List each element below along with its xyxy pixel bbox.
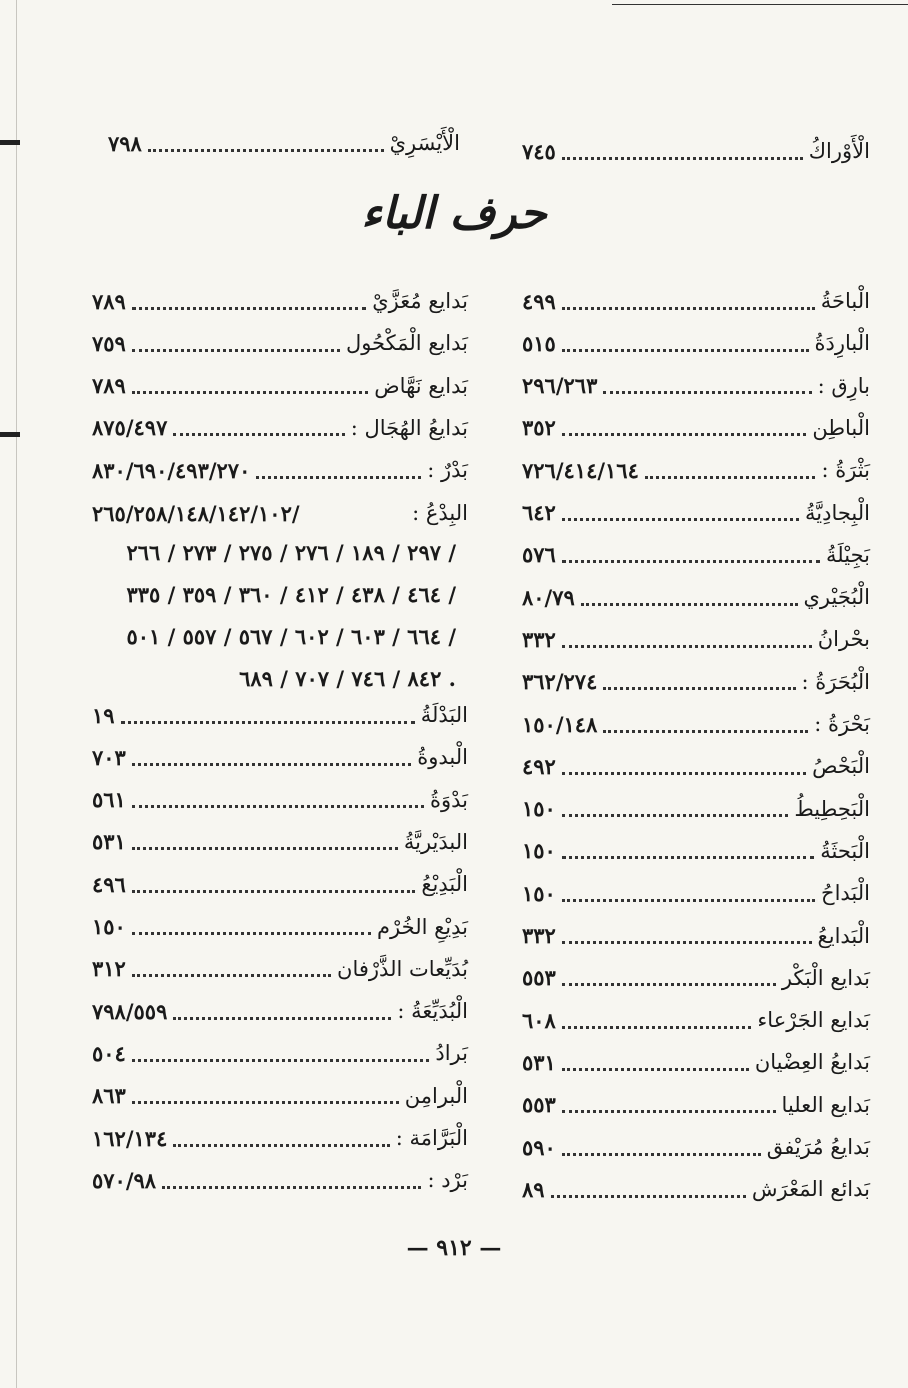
index-entry <box>522 536 870 574</box>
leader-dots <box>132 910 371 935</box>
leader-dots <box>562 1131 761 1156</box>
index-entry <box>92 1161 468 1199</box>
index-entry <box>522 1128 870 1166</box>
entry-pages: ٦٤٢ <box>522 500 556 525</box>
leader-dots <box>562 961 776 986</box>
entry-term: بَرادُ <box>435 1041 468 1066</box>
entry-pages: ١٥٠ <box>522 796 556 822</box>
entry-pages: ٧٨٩ <box>92 373 126 399</box>
leader-dots <box>562 285 815 310</box>
index-entry <box>92 1119 468 1157</box>
entry-pages: ١٥٠ <box>522 880 556 906</box>
index-entry <box>522 705 870 743</box>
leader-dots <box>132 285 366 310</box>
index-entry <box>522 367 870 405</box>
entry-pages: ٧٤٥ <box>522 138 556 164</box>
index-entry <box>92 950 468 988</box>
entry-pages: ٣١٢ <box>92 956 126 982</box>
entry-pages: ٤٩٦ <box>92 871 126 897</box>
entry-pages: ١٥٠/١٤٨ <box>522 711 598 737</box>
entry-pages: ٦٠٨ <box>522 1007 556 1033</box>
index-entry <box>522 578 870 616</box>
leader-dots <box>121 699 415 724</box>
entry-term: الْبدوةُ <box>417 745 468 770</box>
entry-term: الْبَحِطِيطُ <box>794 796 870 821</box>
entry-pages: ١٥٠ <box>522 838 556 864</box>
entry-pages: ٧٨٩ <box>92 288 126 314</box>
pages-continuation: / ٤٦٤ / ٤٣٨ / ٤١٢ / ٣٦٠ / ٣٥٩ / ٣٣٥ <box>126 582 456 607</box>
index-entry <box>522 1170 870 1208</box>
entry-pages: ١٦٢/١٣٤ <box>92 1125 168 1151</box>
leader-dots <box>562 1004 752 1029</box>
index-entry <box>522 620 870 658</box>
index-entry <box>92 696 468 734</box>
entry-term: بَثْرَةُ : <box>821 458 870 483</box>
entry-term: بَدْوَةُ <box>429 787 468 812</box>
pages-continuation: / ٢٩٧ / ١٨٩ / ٢٧٦ / ٢٧٥ / ٢٧٣ / ٢٦٦ <box>126 540 456 565</box>
entry-term: بَدايع مُعَزَّيْ <box>372 289 468 313</box>
leader-dots <box>562 919 812 944</box>
index-entry <box>522 917 870 955</box>
entry-term: الْبَدايعُ <box>817 923 870 948</box>
index-entry <box>522 409 870 447</box>
leader-dots <box>603 665 795 690</box>
leader-dots <box>148 127 384 152</box>
leader-dots <box>132 952 331 977</box>
entry-term: بَدْرٌ : <box>427 458 468 483</box>
entry-pages: ٨٠/٧٩ <box>522 584 575 610</box>
leader-dots <box>645 454 816 479</box>
entry-term: بَدايع الجَرْعاء <box>757 1008 870 1033</box>
index-entry <box>92 908 468 946</box>
index-entry <box>92 367 468 405</box>
entry-term: البَدْلَةُ <box>420 703 468 727</box>
entry-term: الْبَداحُ <box>821 881 870 906</box>
entry-pages: ٨٧٥/٤٩٧ <box>92 415 168 441</box>
index-entry <box>92 494 468 532</box>
pages-continuation: . ٨٤٢ / ٧٤٦ / ٧٠٧ / ٦٨٩ <box>239 666 456 691</box>
index-entry <box>92 738 468 776</box>
entry-pages: ٥١٥ <box>522 330 556 356</box>
entry-term: الْبُدَيِّعَةُ : <box>397 999 468 1024</box>
leader-dots <box>603 708 808 733</box>
entry-term: بُدَيِّعات الذَّرْفان <box>337 956 468 981</box>
page-number: — ٩١٢ — <box>406 1235 502 1261</box>
entry-pages: ٥٥٣ <box>522 1092 556 1118</box>
leader-dots <box>562 750 806 775</box>
index-entry <box>522 451 870 489</box>
leader-dots <box>173 1122 389 1147</box>
entry-pages: ٣٣٢ <box>522 626 556 652</box>
margin-mark <box>0 140 20 145</box>
entry-term: بَدايع الْمَكْحُول <box>345 331 468 356</box>
entry-term: بَدايع الْبَكْر <box>781 965 870 990</box>
index-entry <box>522 1001 870 1039</box>
entry-term: الْبُجَيْري <box>803 585 870 610</box>
entry-term: بَدايع نَهَّاض <box>374 373 468 398</box>
leader-dots <box>562 411 806 436</box>
index-entry <box>522 1086 870 1124</box>
entry-pages: ٥٧٠/٩٨ <box>92 1167 157 1193</box>
margin-mark <box>0 432 20 437</box>
entry-term: بَجِيْلَةُ <box>826 542 870 567</box>
index-entry <box>522 874 870 912</box>
leader-dots <box>256 454 421 479</box>
entry-pages: ٣٦٢/٢٧٤ <box>522 669 598 695</box>
entry-term: بَدايعُ مُرَيْفق <box>766 1135 870 1159</box>
entry-pages: ٧٩٨/٥٥٩ <box>92 998 168 1024</box>
leader-dots <box>562 496 799 521</box>
entry-term: بَدايع العليا <box>781 1092 870 1117</box>
index-entry <box>92 992 468 1030</box>
entry-pages: ٣٣٢ <box>522 923 556 948</box>
leader-dots <box>132 783 424 808</box>
entry-pages: ٧٥٩ <box>92 330 126 356</box>
pages-continuation: / ٦٦٤ / ٦٠٣ / ٦٠٢ / ٥٦٧ / ٥٥٧ / ٥٠١ <box>126 624 456 649</box>
leader-dots <box>562 1046 749 1071</box>
index-entry <box>92 1077 468 1115</box>
leader-dots <box>562 792 789 817</box>
entry-pages: ٤٩٢ <box>522 753 556 779</box>
entry-pages: ٥٥٣ <box>522 965 556 991</box>
entry-pages: /٢٦٥/٢٥٨/١٤٨/١٤٢/١٠٢ <box>92 500 300 526</box>
index-entry <box>522 747 870 785</box>
index-entry <box>522 959 870 997</box>
entry-pages: ٧٠٣ <box>92 744 126 770</box>
leader-dots <box>562 1088 776 1113</box>
entry-term: الْبَحْصُ <box>812 754 870 779</box>
entry-pages: ١٥٠ <box>92 914 126 939</box>
index-entry <box>522 832 870 870</box>
entry-term: الْبَرَّامَة : <box>395 1126 468 1150</box>
entry-term: الْبُحَرَةُ : <box>801 669 870 694</box>
leader-dots <box>562 877 815 902</box>
entry-pages: ٥٣١ <box>92 829 126 855</box>
index-entry <box>92 823 468 861</box>
entry-term: الْأَيْسَرِيْ <box>389 131 460 155</box>
entry-term: بحْرانُ <box>817 627 870 652</box>
entry-term: البِدْعُ : <box>412 501 468 525</box>
leader-dots <box>162 1164 421 1189</box>
leader-dots <box>173 411 344 436</box>
leader-dots <box>562 538 820 563</box>
index-entry <box>92 282 468 320</box>
index-entry <box>522 790 870 828</box>
entry-pages: ٥٦١ <box>92 787 126 813</box>
entry-pages: ١٩ <box>92 702 115 728</box>
index-entry <box>522 663 870 701</box>
entry-pages: ٣٥٢ <box>522 415 556 441</box>
leader-dots <box>132 1079 399 1104</box>
section-title: حرف الباء <box>361 188 547 239</box>
entry-term: الْباطِن <box>812 415 870 440</box>
entry-term: البدَيْريَّةُ <box>403 829 468 854</box>
leader-dots <box>173 995 391 1020</box>
index-entry <box>522 1043 870 1081</box>
entry-term: بَحْرَةُ : <box>814 712 870 736</box>
leader-dots <box>132 1037 430 1062</box>
leader-dots <box>603 369 811 394</box>
entry-term: بَدايعُ الهُجَال : <box>350 415 468 440</box>
leader-dots <box>132 868 416 893</box>
entry-pages: ٧٢٦/٤١٤/١٦٤ <box>522 457 639 483</box>
entry-pages: ٥٧٦ <box>522 542 556 568</box>
leader-dots <box>132 369 368 394</box>
entry-term: الْأَوْراكُ <box>808 139 870 163</box>
entry-pages: ٢٩٦/٢٦٣ <box>522 373 598 399</box>
leader-dots <box>562 135 803 160</box>
entry-term: الْبِجادِيَّةُ <box>805 500 870 525</box>
entry-pages: ٨٣٠/٦٩٠/٤٩٣/٢٧٠ <box>92 457 251 483</box>
index-entry <box>92 1034 468 1072</box>
index-entry <box>522 324 870 362</box>
index-entry <box>92 781 468 819</box>
entry-term: بارِق : <box>817 373 870 398</box>
entry-pages: ٥٠٤ <box>92 1040 126 1066</box>
leader-dots <box>562 327 809 352</box>
leader-dots <box>581 581 798 606</box>
index-entry <box>92 409 468 447</box>
entry-term: الْبَدِيْعُ <box>421 872 468 897</box>
index-entry <box>92 865 468 903</box>
entry-term: الْبَحثَةُ <box>820 838 870 863</box>
leader-dots <box>562 834 814 859</box>
entry-term: الْبارِدَةُ <box>814 331 870 356</box>
index-entry <box>92 451 468 489</box>
entry-pages: ٧٩٨ <box>108 130 142 156</box>
entry-pages: ٥٩٠ <box>522 1134 556 1160</box>
entry-term: الْبرامِن <box>404 1083 468 1108</box>
entry-pages: ٤٩٩ <box>522 288 556 314</box>
index-entry <box>522 494 870 532</box>
index-entry <box>92 324 468 362</box>
entry-term: بَدائع المَعْرَش <box>751 1177 870 1202</box>
leader-dots <box>562 623 812 648</box>
entry-term: بَدايعُ العِضْيان <box>754 1050 870 1075</box>
entry-term: بَدِيْعِ الخُرْم <box>377 914 468 939</box>
entry-pages: ٨٦٣ <box>92 1083 126 1109</box>
entry-term: الْباحَةُ <box>820 289 870 313</box>
header-entry <box>108 124 460 162</box>
leader-dots <box>132 741 411 766</box>
entry-pages: ٥٣١ <box>522 1049 556 1075</box>
leader-dots <box>132 825 398 850</box>
leader-dots <box>132 327 340 352</box>
entry-pages: ٨٩ <box>522 1176 545 1202</box>
entry-term: بَرْد : <box>427 1168 468 1193</box>
index-entry <box>522 282 870 320</box>
top-rule <box>612 4 908 5</box>
header-entry <box>522 132 870 170</box>
leader-dots <box>551 1173 746 1198</box>
